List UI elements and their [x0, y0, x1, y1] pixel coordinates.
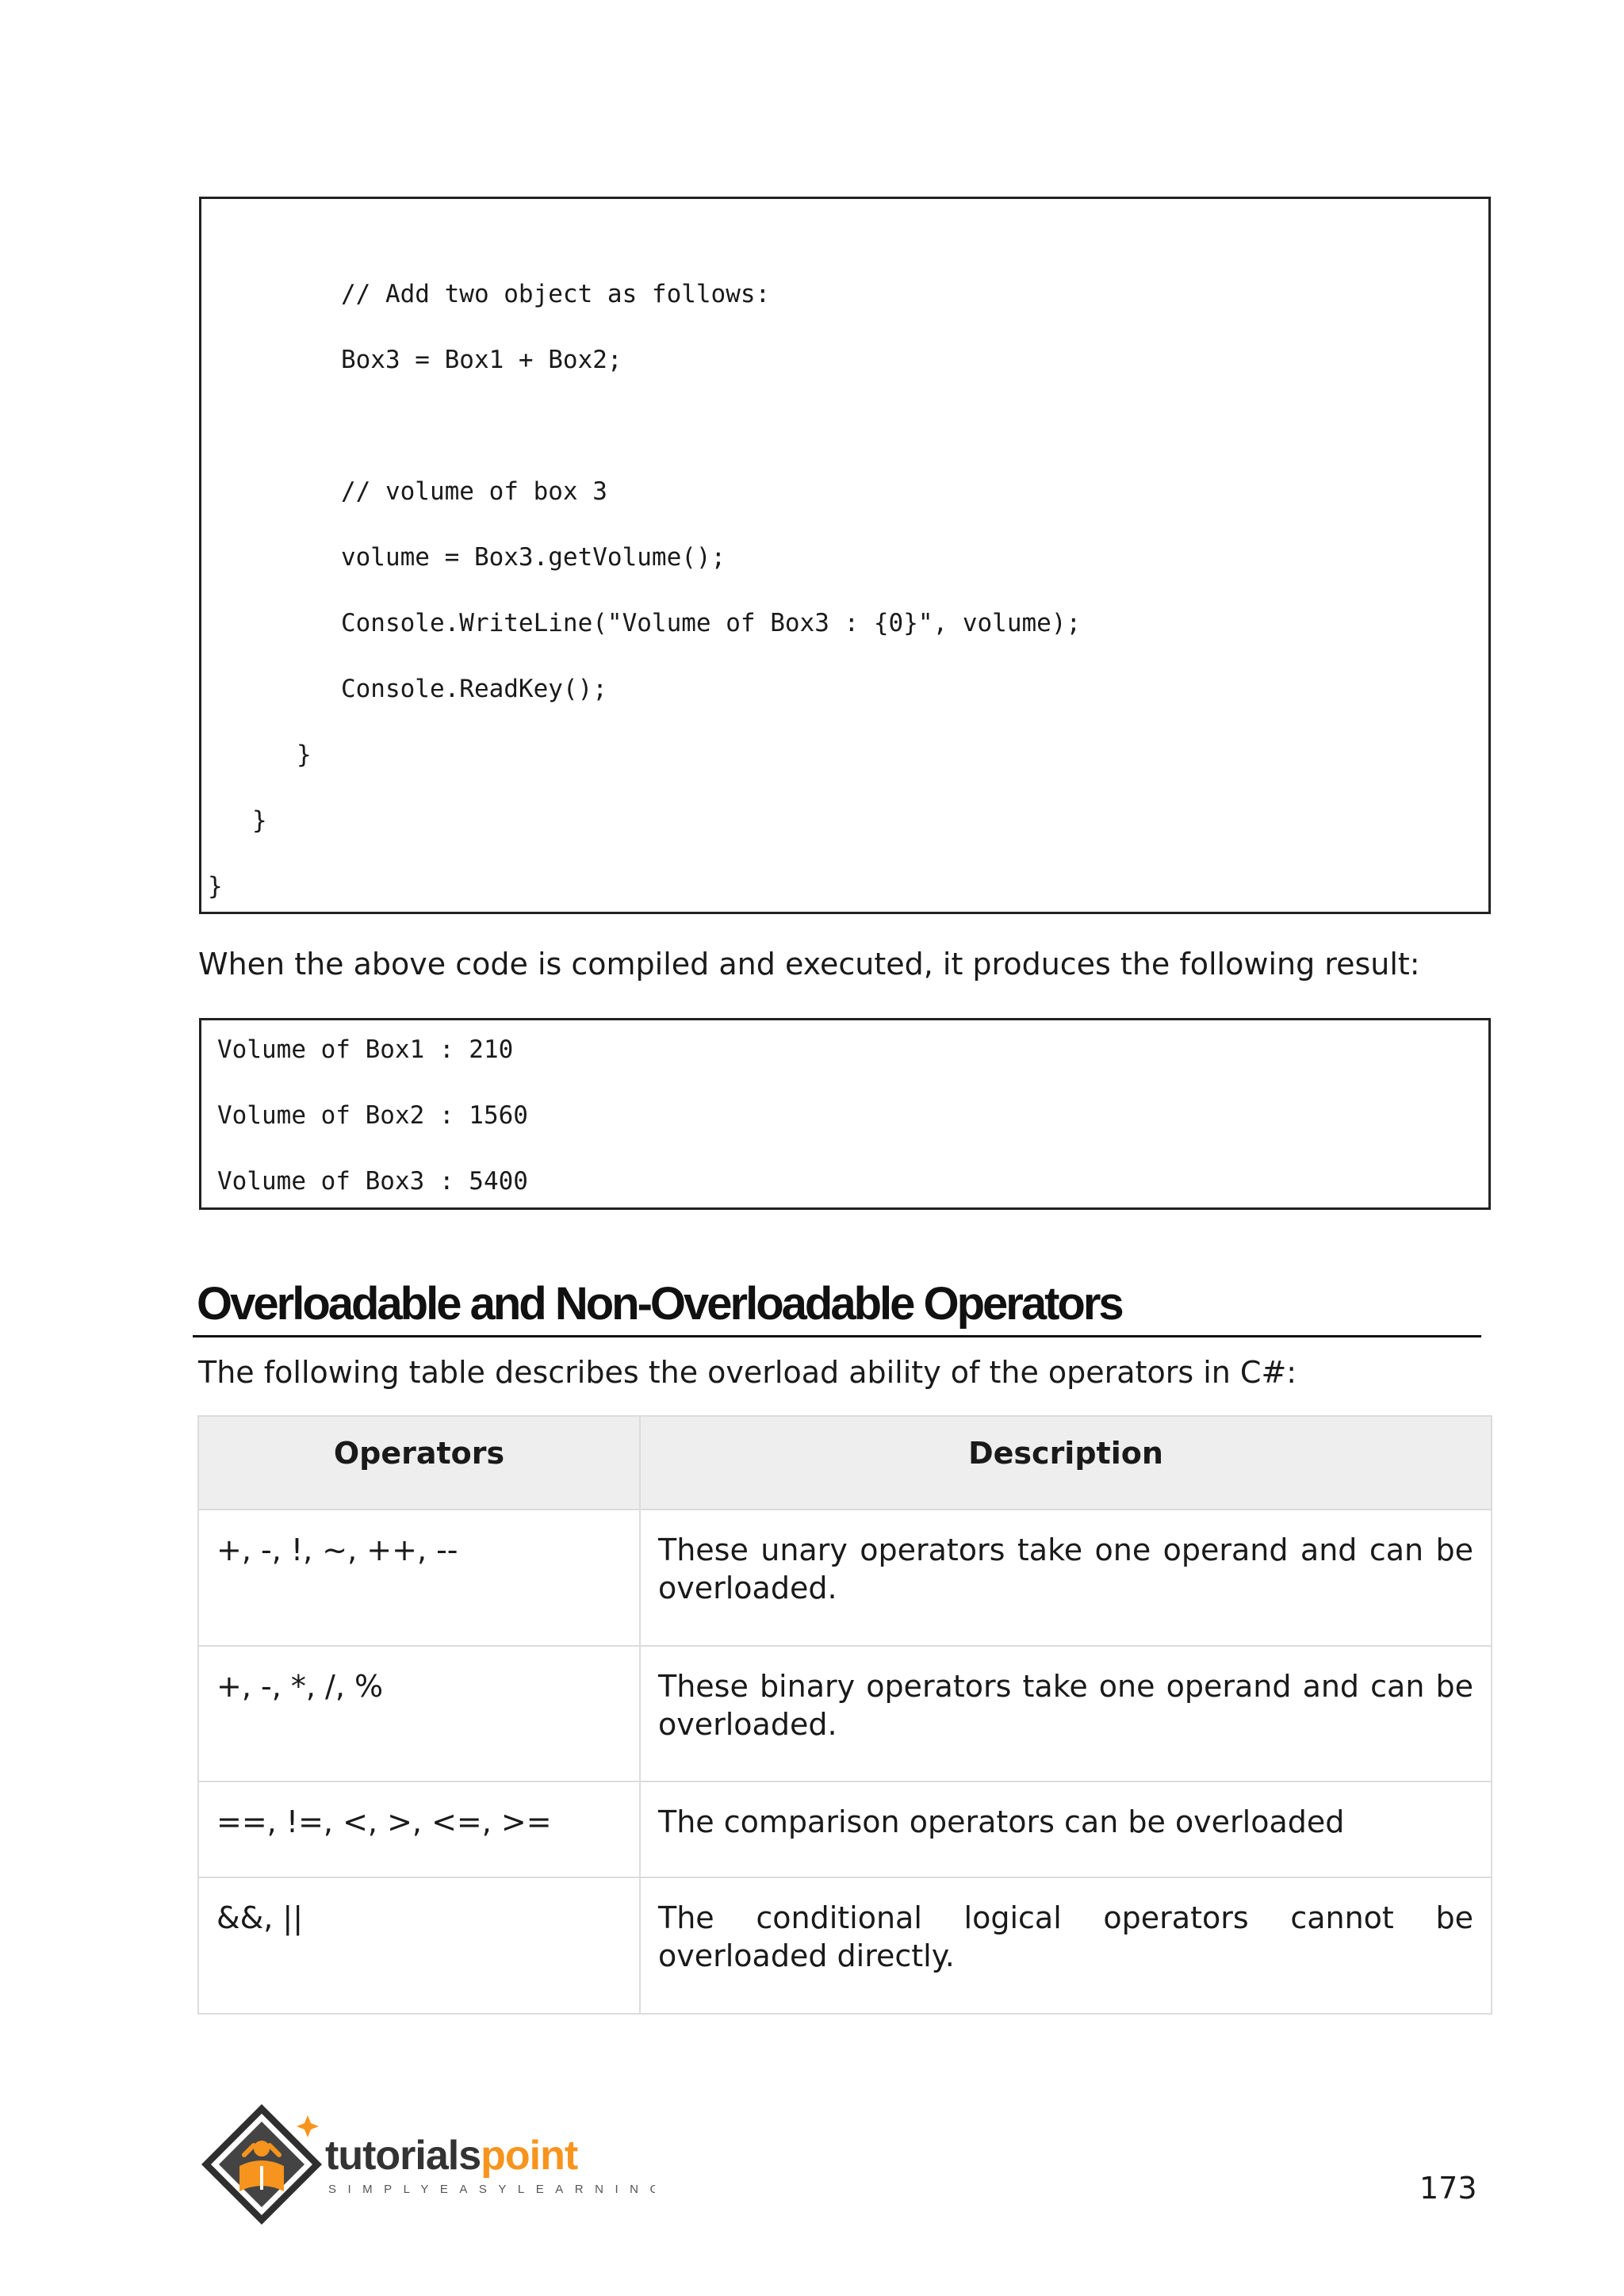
table-row: [198, 1877, 1492, 2014]
output-line: Volume of Box1 : 210: [217, 1035, 514, 1064]
description-cell: These binary operators take one operand and can be overloaded.: [640, 1646, 1492, 1781]
header-description: Description: [640, 1416, 1492, 1510]
logo-wordmark-part: tutorials: [325, 2133, 481, 2179]
output-line: Volume of Box3 : 5400: [217, 1167, 528, 1196]
description-cell: The comparison operators can be overloaded: [640, 1781, 1492, 1877]
operators-cell: +, -, !, ~, ++, --: [198, 1510, 640, 1646]
logo-tagline: SIMPLYEASYLEARNING: [328, 2183, 655, 2196]
logo-wordmark-accent: point: [481, 2133, 578, 2179]
tutorialspoint-logo: [195, 2099, 655, 2231]
table-intro: The following table describes the overload ability of the operators in C#:: [198, 1355, 1297, 1390]
code-line: volume = Box3.getVolume();: [208, 543, 726, 572]
code-line: // volume of box 3: [208, 477, 607, 506]
code-line: }: [208, 872, 223, 901]
code-line: Box3 = Box1 + Box2;: [208, 346, 622, 374]
operators-cell: ==, !=, <, >, <=, >=: [198, 1781, 640, 1877]
table-row: [198, 1510, 1492, 1646]
operators-cell: +, -, *, /, %: [198, 1646, 640, 1781]
operators-cell: &&, ||: [198, 1877, 640, 2014]
table-row: [198, 1646, 1492, 1781]
header-operators: Operators: [198, 1416, 640, 1510]
code-block: [199, 197, 1491, 914]
code-line: }: [208, 806, 267, 835]
code-line: Console.WriteLine("Volume of Box3 : {0}", volume);: [208, 609, 1082, 637]
code-line: }: [208, 740, 312, 769]
table-header-row: [198, 1416, 1492, 1510]
section-heading: Overloadable and Non-Overloadable Operators: [197, 1278, 1122, 1330]
heading-underline: [193, 1335, 1481, 1337]
code-line: Console.ReadKey();: [208, 675, 607, 703]
logo-mark-icon: [195, 2099, 655, 2231]
svg-text:tutorialspoint: [325, 2133, 578, 2179]
output-line: Volume of Box2 : 1560: [217, 1101, 528, 1130]
result-intro: When the above code is compiled and executed, it produces the following result:: [198, 947, 1420, 982]
page-number: 173: [1419, 2171, 1477, 2206]
table-row: [198, 1781, 1492, 1877]
operators-table: [197, 1415, 1492, 2015]
description-cell: The conditional logical operators cannot be overloaded directly.: [640, 1877, 1492, 2014]
code-line: // Add two object as follows:: [208, 280, 771, 308]
description-cell: These unary operators take one operand and can be overloaded.: [640, 1510, 1492, 1646]
output-block: [199, 1018, 1491, 1210]
